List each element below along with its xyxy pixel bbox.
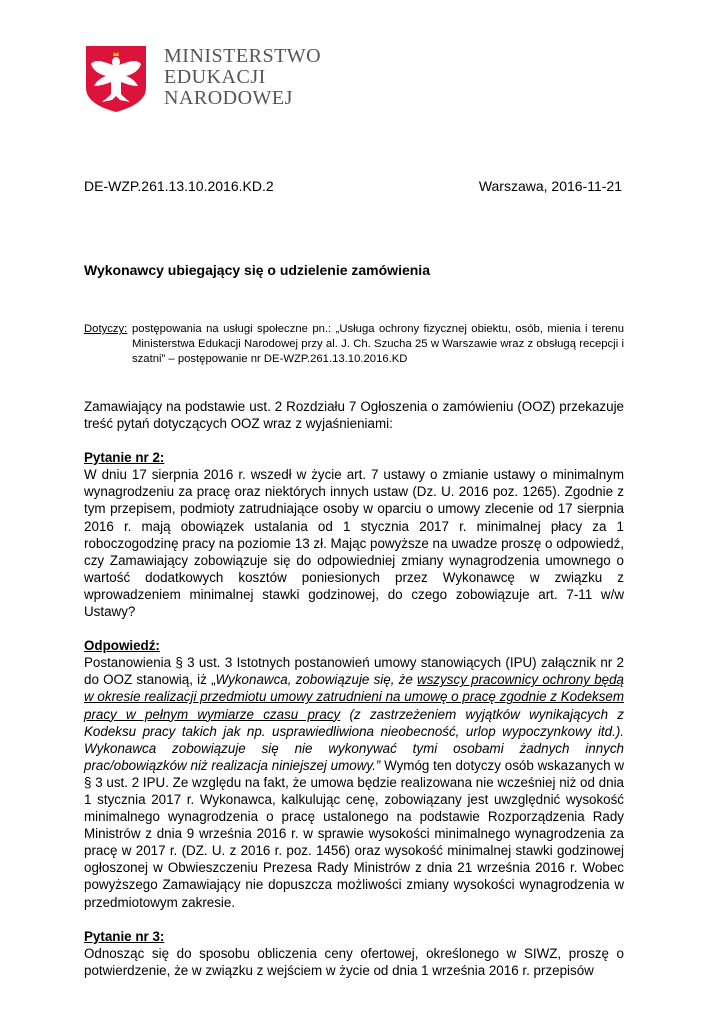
- question-2-text: W dniu 17 sierpnia 2016 r. wszedł w życie art. 7 ustawy o zmianie ustawy o minimalnym wynagrodzeniu za pracę oraz niektórych innych ustaw (Dz. U. 2016 poz. 1265). Zgodnie z tym przepisem, podmioty zatrudniające osoby w oparciu o umowy zlecenie od 17 sierpnia 2016 r. mają obowiązek ustalania od 1 stycznia 2017 r. minimalnej płacy za 1 roboczogodzinę pracy na poziomie 13 zł. Mając powyższe na uwadze proszę o odpowiedź, czy Zamawiający zobowiązuje się do odpowiedniej zmiany wynagrodzenia umownego o wartość dodatkowych kosztów poniesionych przez Wykonawcę w związku z wprowadzeniem minimalnej stawki godzinowej, do czego zobowiązuje art. 7-11 w/w Ustawy?: [84, 467, 624, 620]
- subject-label: Dotyczy:: [84, 323, 128, 335]
- document-reference: DE-WZP.261.13.10.2016.KD.2: [84, 178, 274, 194]
- answer-text-2: Wymóg ten dotyczy osób wskazanych w § 3 ust. 2 IPU. Ze względu na fakt, że umowa będzie realizowana nie wcześniej niż od dnia 1 stycznia 2017 r. Wykonawca, kalkulując cenę, zobowiązany jest uwzględnić wysokość minimalnego wynagrodzenia o pracę ustalonego na podstawie Rozporządzenia Rady Ministrów z dnia 9 września 2016 r. w sprawie wysokości minimalnego wynagrodzenia za pracę w 2017 r. (DZ. U. z 2016 r. poz. 1456) oraz wysokość minimalnej stawki godzinowej ogłoszonej w Obwieszczeniu Prezesa Rady Ministrów z dnia 21 września 2016 r. Wobec powyższego Zamawiający nie dopuszcza możliwości zmiany wysokości wynagrodzenia w przedmiotowym zakresie.: [84, 757, 624, 910]
- polish-eagle-emblem-icon: [84, 44, 148, 114]
- question-3-text: Odnosząc się do sposobu obliczenia ceny ofertowej, określonego w SIWZ, proszę o potwierdzenie, że w związku z wejściem w życie od dnia 1 września 2016 r. przepisów: [84, 945, 624, 978]
- subject-block: [84, 322, 624, 368]
- answer-quote-1: Wykonawca, zobowiązuje się, że: [215, 672, 418, 688]
- ministry-line-3: NARODOWEJ: [164, 87, 293, 109]
- answer-text-1: Postanowienia § 3 ust. 3 Istotnych postanowień umowy stanowiących (IPU) załącznik nr 2 do OOZ stanowią, iż „: [84, 655, 624, 688]
- answer-quote-2: (z zastrzeżeniem wyjątków wynikających z Kodeksu pracy takich jak np. usprawiedliwiona nieobecność, urlop wypoczynkowy itd.). Wykonawca zobowiązuje się nie wykonywać tymi osobami żadnych innych prac/obowiązków niż realizacja niniejszej umowy.”: [84, 706, 624, 773]
- subject-text: postępowania na usługi społeczne pn.: „Usługa ochrony fizycznej obiektu, osób, mienia i terenu Ministerstwa Edukacji Narodowej przy al. J. Ch. Szucha 25 w Warszawie wraz z obsługą recepcji i szatni” – postępowanie nr DE-WZP.261.13.10.2016.KD: [132, 323, 624, 366]
- question-3-heading: Pytanie nr 3:: [84, 928, 165, 944]
- addressee-title: Wykonawcy ubiegający się o udzielenie zamówienia: [84, 262, 430, 278]
- ministry-name: [164, 46, 321, 109]
- ministry-line-2: EDUKACJI: [164, 66, 266, 88]
- answer-paragraph: [84, 654, 624, 910]
- answer-heading: Odpowiedź:: [84, 638, 160, 654]
- document-body: [84, 398, 624, 979]
- answer-quote-underlined: wszyscy pracownicy ochrony będą w okresie realizacji przedmiotu umowy zatrudnieni na umowę o pracę zgodnie z Kodeksem pracy w pełnym wymiarze czasu pracy: [84, 672, 624, 722]
- ministry-line-1: MINISTERSTWO: [164, 45, 322, 67]
- document-date: Warszawa, 2016-11-21: [478, 178, 622, 194]
- question-2-heading: Pytanie nr 2:: [84, 450, 165, 466]
- intro-paragraph: Zamawiający na podstawie ust. 2 Rozdziału 7 Ogłoszenia o zamówieniu (OOZ) przekazuje treść pytań dotyczących OOZ wraz z wyjaśnieniami:: [84, 399, 624, 432]
